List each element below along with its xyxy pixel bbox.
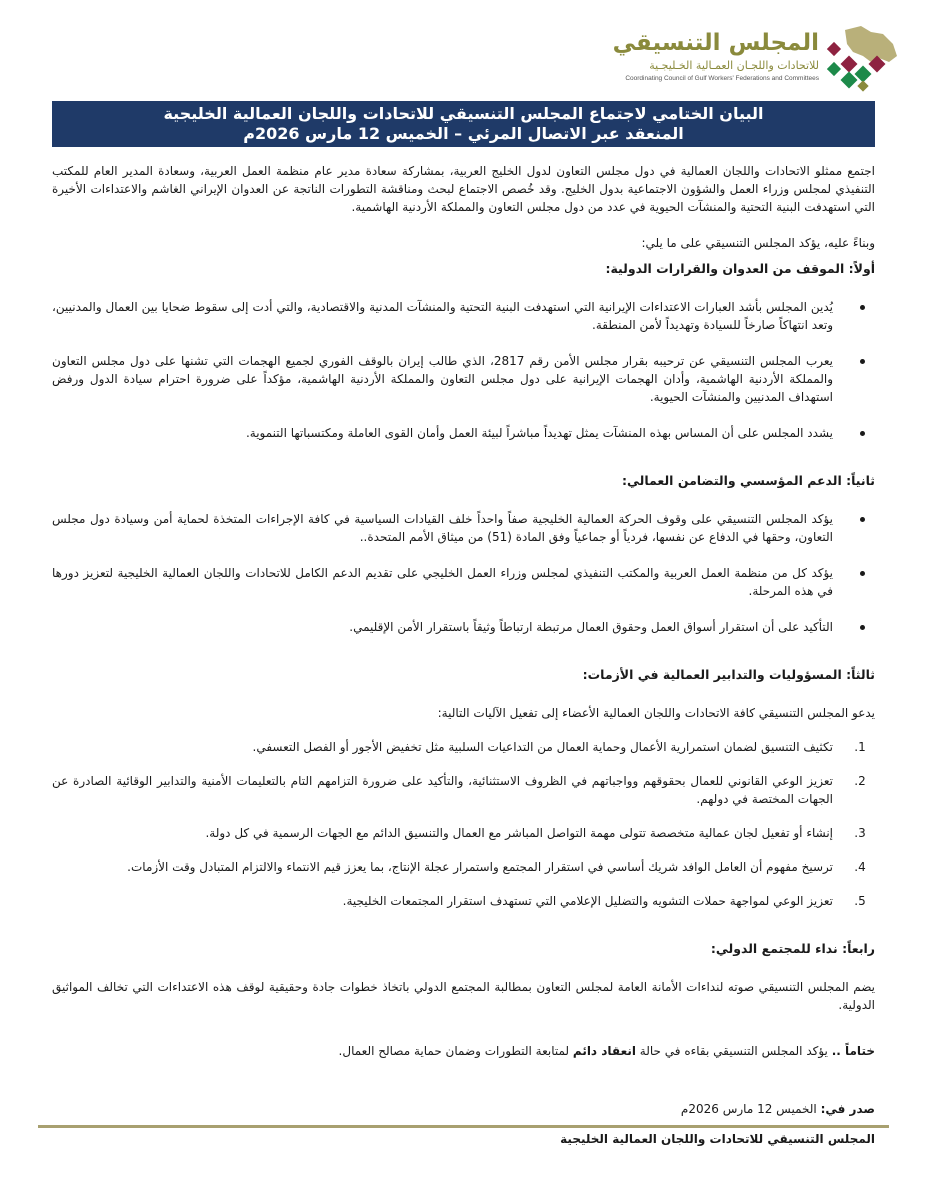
footer-divider [38,1125,889,1128]
list-item-text: إنشاء أو تفعيل لجان عمالية متخصصة تتولى مهمة التواصل المباشر مع العمال والتنسيق الدائم مع الجهات الرسمية في كل دولة. [205,826,833,840]
document-title: البيان الختامي لاجتماع المجلس التنسيقي للاتحادات واللجان العمالية الخليجية [163,104,764,123]
list-number: 3. [854,826,866,840]
list-item-text: تعزيز الوعي لمواجهة حملات التشويه والتضليل الإعلامي التي تستهدف استقرار المجتمعات الخليجية. [342,894,833,908]
list-item-text: ترسيخ مفهوم أن العامل الوافد شريك أساسي في استقرار المجتمع واستمرار عجلة الإنتاج، بما يعزز قيم الانتماء والالتزام المتبادل وقت الأزمات. [127,860,833,874]
intro-paragraph: اجتمع ممثلو الاتحادات واللجان العمالية في دول مجلس التعاون لدول الخليج العربية، بمشاركة سعادة مدير عام منظمة العمل العربية، وسعادة المدير العام للمكتب التنفيذي لمجلس وزراء العمل والشؤون الاجتماعية بدول الخليج. وقد خُصص الاجتماع لبحث ومناقشة التطورات الناتجة عن العدوان الإيراني الغاشم والاعتداءات الأخيرة التي استهدفت البنية التحتية والمنشآت الحيوية في عدد من دول مجلس التعاون والمملكة الأردنية الهاشمية. [52,164,875,214]
signature: المجلس التنسيقي للاتحادات واللجان العمالية الخليجية [560,1132,875,1146]
list-item [52,858,866,876]
list-item [52,352,833,406]
section-4-paragraph: يضم المجلس التنسيقي صوته لنداءات الأمانة العامة لمجلس التعاون بمطالبة المجتمع الدولي باتخاذ خطوات جادة وحقيقية لوقف هذه الاعتداءات التي تخالف المواثيق الدولية. [52,980,875,1012]
list-item [52,824,866,842]
logo-name-arabic: المجلس التنسيقي [612,30,819,56]
section-3-heading: ثالثاً: المسؤوليات والتدابير العمالية في الأزمات: [582,667,875,682]
lead-sentence: وبناءً عليه، يؤكد المجلس التنسيقي على ما يلي: [641,236,875,250]
list-item-text: تكثيف التنسيق لضمان استمرارية الأعمال وحماية العمال من التداعيات السلبية مثل تخفيض الأجور أو الفصل التعسفي. [252,740,833,754]
section-3-list [52,738,875,910]
issue-date-label: صدر في: [820,1102,875,1116]
list-item [52,892,866,910]
logo-name-english: Coordinating Council of Gulf Workers' Federations and Committees [625,75,819,82]
list-item: يُدين المجلس بأشد العبارات الاعتداءات الإيرانية التي استهدفت البنية التحتية والمنشآت المدنية والاقتصادية، والتي أدت إلى سقوط ضحايا بين العمال والمدنيين، وتعد انتهاكاً صارخاً للسيادة وتهديداً لأمن المنطقة. [52,300,833,332]
closing-text-before: يؤكد المجلس التنسيقي بقاءه في حالة [635,1044,832,1058]
section-2-list [52,510,875,636]
closing-text-after: لمتابعة التطورات وضمان حماية مصالح العمال. [338,1044,573,1058]
organization-logo [609,22,899,96]
list-item: التأكيد على أن استقرار أسواق العمل وحقوق العمال مرتبطة ارتباطاً وثيقاً باستقرار الأمن الإقليمي. [52,618,833,636]
council-emblem-icon [827,22,899,96]
list-item: يؤكد كل من منظمة العمل العربية والمكتب التنفيذي لمجلس وزراء العمل الخليجي على تقديم الدعم الكامل للاتحادات واللجان العمالية الخليجية لتعزيز دورها في هذه المرحلة. [52,566,833,598]
list-item: يشدد المجلس على أن المساس بهذه المنشآت يمثل تهديداً مباشراً لبيئة العمل وأمان القوى العاملة ومكتسباتها التنموية. [52,424,833,442]
section-3-lead: يدعو المجلس التنسيقي كافة الاتحادات واللجان العمالية الأعضاء إلى تفعيل الآليات التالية: [437,706,875,720]
closing-label: ختاماً .. [831,1044,875,1058]
closing-emphasis: انعقاد دائم [572,1044,636,1058]
list-number: 2. [854,774,866,788]
list-item [52,738,866,756]
section-2-heading: ثانياً: الدعم المؤسسي والتضامن العمالي: [622,473,875,488]
document-subtitle: المنعقد عبر الاتصال المرئي – الخميس 12 مارس 2026م [243,124,684,143]
closing-paragraph [52,1042,875,1060]
list-item-text: يعرب المجلس التنسيقي عن ترحيبه بقرار مجلس الأمن رقم 2817، الذي طالب إيران بالوقف الفوري لجميع الهجمات التي تشنها على دول مجلس التعاون والمملكة الأردنية الهاشمية، وأدان الهجمات الإيرانية على دول مجلس التعاون والمملكة الأردنية الهاشمية، مؤكداً على ضرورة احترام سيادة الدول ورفض استهداف المدنيين والمنشآت الحيوية. [52,354,833,404]
statement-body [52,162,875,1148]
issue-date-value: الخميس 12 مارس 2026م [680,1102,821,1116]
list-item [52,772,866,808]
list-number: 1. [854,740,866,754]
issue-date-line [52,1100,875,1118]
section-4-heading: رابعاً: نداء للمجتمع الدولي: [710,941,875,956]
document-title-band [52,101,875,147]
section-1-list [52,298,875,442]
list-item-text: تعزيز الوعي القانوني للعمال بحقوقهم وواجباتهم في الظروف الاستثنائية، والتأكيد على ضرورة التزامهم التام بالتعليمات الأمنية والتدابير الوقائية الصادرة عن الجهات المختصة في دولهم. [52,774,833,806]
logo-subtitle-arabic: للاتحادات واللجـان العمـالية الخـليجـية [649,59,819,72]
section-1-heading: أولاً: الموقف من العدوان والقرارات الدولية: [605,261,875,276]
list-item: يؤكد المجلس التنسيقي على وقوف الحركة العمالية الخليجية صفاً واحداً خلف القيادات السياسية في كافة الإجراءات المتخذة لحماية أمن وسيادة دول مجلس التعاون، وحقها في الدفاع عن نفسها، فردياً أو جماعياً وفق المادة (51) من ميثاق الأمم المتحدة.. [52,512,833,544]
logo-text [613,30,819,82]
list-number: 4. [854,860,866,874]
list-number: 5. [854,894,866,908]
